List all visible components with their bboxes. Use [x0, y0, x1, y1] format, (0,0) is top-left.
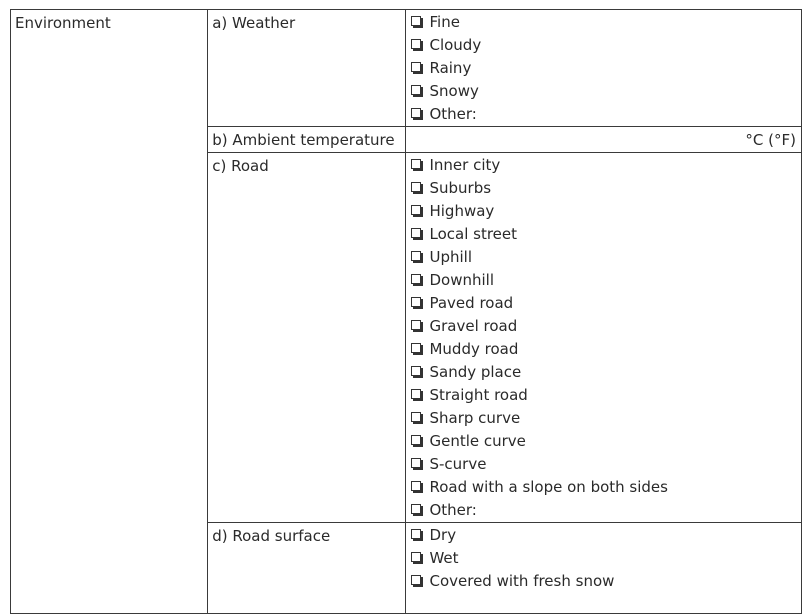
checkbox-icon[interactable] [411, 458, 421, 468]
option-label: Dry [429, 526, 457, 544]
weather-label-cell [208, 10, 406, 127]
weather-option[interactable] [406, 11, 801, 34]
checkbox-icon[interactable] [411, 85, 421, 95]
checkbox-icon[interactable] [411, 297, 421, 307]
option-label: Uphill [429, 248, 472, 266]
option-label: Suburbs [429, 179, 492, 197]
weather-option[interactable] [406, 57, 801, 80]
option-label: Other: [429, 105, 477, 123]
road-option[interactable] [406, 200, 801, 223]
checkbox-icon[interactable] [411, 62, 421, 72]
option-label: Sandy place [429, 363, 522, 381]
option-label: Straight road [429, 386, 528, 404]
option-label: Inner city [429, 156, 501, 174]
weather-row [11, 10, 802, 127]
road-option[interactable] [406, 223, 801, 246]
weather-option[interactable] [406, 80, 801, 103]
checkbox-icon[interactable] [411, 412, 421, 422]
road-options [406, 153, 801, 522]
road-surface-option[interactable] [406, 524, 801, 547]
road-option[interactable] [406, 269, 801, 292]
option-label: Highway [429, 202, 495, 220]
weather-option[interactable] [406, 34, 801, 57]
option-label: Road with a slope on both sides [429, 478, 668, 496]
option-label: Downhill [429, 271, 494, 289]
road-option[interactable] [406, 154, 801, 177]
option-label: S-curve [429, 455, 487, 473]
checkbox-icon[interactable] [411, 575, 421, 585]
road-label-cell [208, 153, 406, 523]
weather-options [406, 10, 801, 126]
checkbox-icon[interactable] [411, 39, 421, 49]
road-option[interactable] [406, 246, 801, 269]
ambient-temperature-label: b) Ambient temperature [212, 131, 395, 149]
weather-label: a) Weather [212, 14, 296, 32]
checkbox-icon[interactable] [411, 366, 421, 376]
road-options-cell [406, 153, 802, 523]
option-label: Local street [429, 225, 518, 243]
road-surface-options-cell [406, 523, 802, 614]
checkbox-icon[interactable] [411, 182, 421, 192]
option-label: Covered with fresh snow [429, 572, 615, 590]
road-option[interactable] [406, 499, 801, 522]
road-option[interactable] [406, 315, 801, 338]
option-label: Gravel road [429, 317, 518, 335]
option-label: Cloudy [429, 36, 482, 54]
road-option[interactable] [406, 453, 801, 476]
checkbox-icon[interactable] [411, 228, 421, 238]
checkbox-icon[interactable] [411, 320, 421, 330]
option-label: Sharp curve [429, 409, 521, 427]
checkbox-icon[interactable] [411, 435, 421, 445]
road-option[interactable] [406, 384, 801, 407]
checkbox-icon[interactable] [411, 504, 421, 514]
road-surface-option[interactable] [406, 570, 801, 593]
road-label: c) Road [212, 157, 269, 175]
checkbox-icon[interactable] [411, 552, 421, 562]
road-surface-options [406, 523, 801, 593]
road-option[interactable] [406, 177, 801, 200]
ambient-temperature-label-cell [208, 127, 406, 153]
option-label: Paved road [429, 294, 514, 312]
checkbox-icon[interactable] [411, 251, 421, 261]
road-option[interactable] [406, 361, 801, 384]
road-option[interactable] [406, 338, 801, 361]
checkbox-icon[interactable] [411, 274, 421, 284]
road-surface-label-cell [208, 523, 406, 614]
weather-options-cell [406, 10, 802, 127]
checkbox-icon[interactable] [411, 343, 421, 353]
road-option[interactable] [406, 476, 801, 499]
option-label: Muddy road [429, 340, 519, 358]
option-label: Rainy [429, 59, 472, 77]
option-label: Snowy [429, 82, 479, 100]
option-label: Gentle curve [429, 432, 526, 450]
section-label: Environment [15, 14, 111, 32]
checkbox-icon[interactable] [411, 481, 421, 491]
checkbox-icon[interactable] [411, 389, 421, 399]
option-label: Fine [429, 13, 460, 31]
ambient-temperature-value-cell[interactable] [406, 127, 802, 153]
weather-option[interactable] [406, 103, 801, 126]
checkbox-icon[interactable] [411, 529, 421, 539]
checkbox-icon[interactable] [411, 16, 421, 26]
checkbox-icon[interactable] [411, 108, 421, 118]
road-surface-label: d) Road surface [212, 527, 331, 545]
checkbox-icon[interactable] [411, 159, 421, 169]
option-label: Other: [429, 501, 477, 519]
road-surface-option[interactable] [406, 547, 801, 570]
section-cell [11, 10, 208, 614]
road-option[interactable] [406, 292, 801, 315]
road-option[interactable] [406, 430, 801, 453]
environment-form-table [10, 9, 802, 614]
checkbox-icon[interactable] [411, 205, 421, 215]
road-option[interactable] [406, 407, 801, 430]
temperature-unit: °C (°F) [745, 131, 796, 149]
option-label: Wet [429, 549, 459, 567]
